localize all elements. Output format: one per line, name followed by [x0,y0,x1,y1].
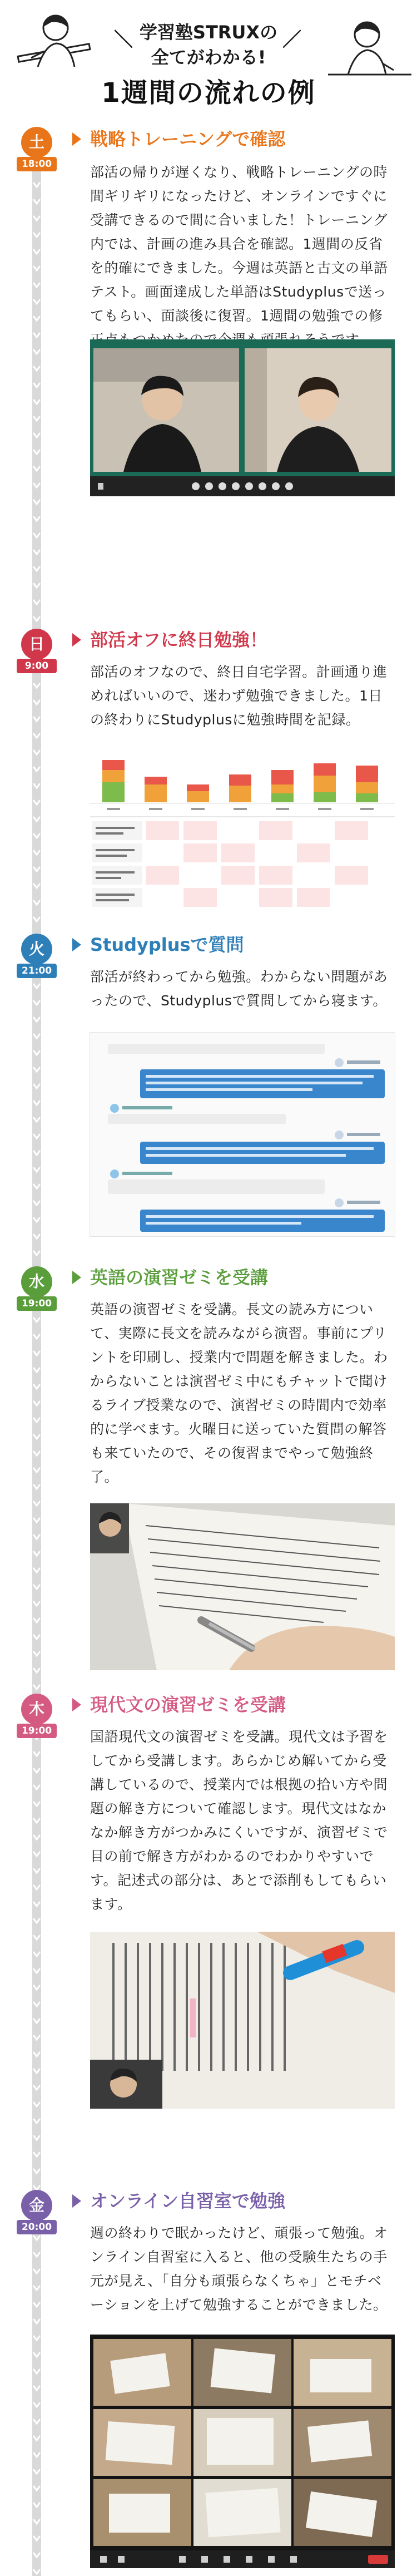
section-title-text: 現代文の演習ゼミを受講 [90,1694,286,1715]
section-body: 週の終わりで眠かったけど、頑張って勉強。オンライン自習室に入ると、他の受験生たちの手元が見え、「自分も頑張らなくちゃ」とモチベーションを上げて勉強することができました。 [90,2225,388,2313]
day-time: 19:00 [17,1296,57,1311]
title-arrow-icon [72,938,81,951]
textbook-photo [90,1932,395,2109]
section-title [90,1265,268,1290]
title-arrow-icon [72,1698,81,1711]
study-log-screenshot [90,759,395,919]
section-body: 部活が終わってから勉強。わからない問題があったので、Studyplusで質問してから寝ます。 [90,969,388,1009]
section-body: 国語現代文の演習ゼミを受講。現代文は予習をしてから受講します。あらかじめ解いてから受講しているので、授業内では根拠の拾い方や問題の解き方について確認します。現代文はなかなか解き方がつかみにくいですが、演習ゼミで目の前で解き方がわかるのでわかりやすいです。記述式の部分は、あとで添削もしてもらいます。 [90,1729,388,1912]
day-time: 18:00 [17,157,57,171]
online-study-room-grid [90,2335,395,2568]
section-title [90,2189,285,2213]
page-title: 1週間の流れの例 [101,77,316,108]
day-badge: 木 [21,1694,52,1725]
video-call-photo [90,339,395,496]
question-chat-screenshot [90,1033,395,1236]
day-badge: 土 [21,127,52,158]
section-body: 英語の演習ゼミを受講。長文の読み方について、実際に長文を読みながら演習。事前にプリントを印刷し、授業内で問題を解きました。わからないことは演習ゼミ中にもチャットで聞けるライブ授業なので、演習ゼミの時間内で効率的に学べます。火曜日に送っていた質問の解答も来ていたので、その復習までやって勉強終了。 [90,1301,388,1485]
section-body: 部活の帰りが遅くなり、戦略トレーニングの時間ギリギリになったけど、オンラインですぐに受講できるので間に合いました！トレーニング内では、計画の進み具合を確認。1週間の反省を的確にできました。今週は英語と古文の単語テスト。画面達成した単語はStudyplusで送ってもらい、面談後に復習。1週間の勉強での修 [90,164,388,324]
day-badge: 日 [21,629,52,660]
section-title [90,1692,286,1717]
section-title-text: 部活オフに終日勉強！ [90,629,268,650]
day-time: 21:00 [17,964,57,978]
day-time: 19:00 [17,1724,57,1738]
section-title-text: 戦略トレーニングで確認 [90,129,286,150]
day-time: 20:00 [17,2220,57,2234]
page-header [0,0,417,120]
handwriting-photo [90,1503,395,1670]
day-time: 9:00 [17,659,57,673]
day-badge: 水 [21,1266,52,1297]
title-arrow-icon [72,2194,81,2208]
header-right-slash: ／ [282,29,301,51]
title-arrow-icon [72,132,81,146]
section-body: 部活のオフなので、終日自宅学習。計画通り進めればいいので、迷わず勉強できました。1日の終わりにStudyplusに勉強時間を記録。 [90,664,388,728]
section-title-text: オンライン自習室で勉強 [90,2190,286,2212]
header-subtitle-2: 全てがわかる! [151,47,266,68]
title-arrow-icon [72,633,81,647]
section-title-text: Studyplusで質問 [90,934,244,955]
section-title [90,628,267,652]
day-badge: 火 [21,934,52,965]
header-subtitle-1: 学習塾STRUXの [139,22,278,43]
section-title-text: 英語の演習ゼミを受講 [90,1267,269,1288]
title-arrow-icon [72,1271,81,1284]
section-title [90,127,285,151]
section-title [90,932,244,957]
day-badge: 金 [21,2190,52,2221]
header-left-slash: ＼ [114,29,133,51]
